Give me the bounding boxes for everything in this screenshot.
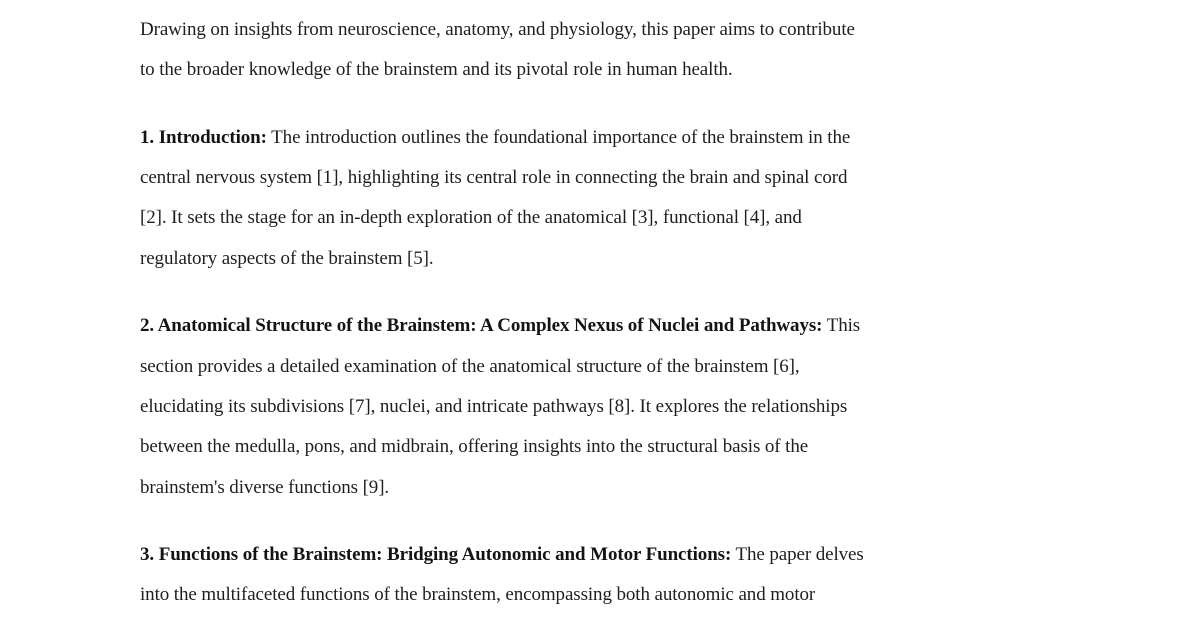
section-1-line: [2]. It sets the stage for an in-depth exploration of the anatomical [3], functional [4], and — [140, 207, 802, 228]
section-text: The introduction outlines the foundational importance of the brainstem in the — [266, 127, 851, 148]
section-2-line: between the medulla, pons, and midbrain, offering insights into the structural basis of the — [140, 436, 809, 457]
section-1-line: regulatory aspects of the brainstem [5]. — [140, 248, 434, 269]
section-1-line-1 — [140, 127, 850, 149]
section-heading: 1. Introduction: — [140, 127, 267, 148]
section-heading: 2. Anatomical Structure of the Brainstem: A Complex Nexus of Nuclei and Pathways: — [140, 315, 823, 336]
section-2-line-1 — [140, 315, 860, 337]
abstract-line: to the broader knowledge of the brainstem and its pivotal role in human health. — [140, 59, 733, 80]
section-3-line-1 — [140, 544, 864, 566]
section-text: This — [822, 315, 861, 336]
abstract-line: Drawing on insights from neuroscience, anatomy, and physiology, this paper aims to contribute — [140, 19, 855, 40]
section-2-line: brainstem's diverse functions [9]. — [140, 477, 390, 498]
section-2-line: section provides a detailed examination of the anatomical structure of the brainstem [6], — [140, 356, 800, 377]
document-page — [140, 0, 1070, 628]
section-heading: 3. Functions of the Brainstem: Bridging Autonomic and Motor Functions: — [140, 544, 732, 565]
section-1-line: central nervous system [1], highlighting its central role in connecting the brain and spinal cord — [140, 167, 848, 188]
section-2-line: elucidating its subdivisions [7], nuclei, and intricate pathways [8]. It explores the relationships — [140, 396, 848, 417]
section-3-line: into the multifaceted functions of the brainstem, encompassing both autonomic and motor — [140, 584, 816, 605]
section-text: The paper delves — [731, 544, 864, 565]
